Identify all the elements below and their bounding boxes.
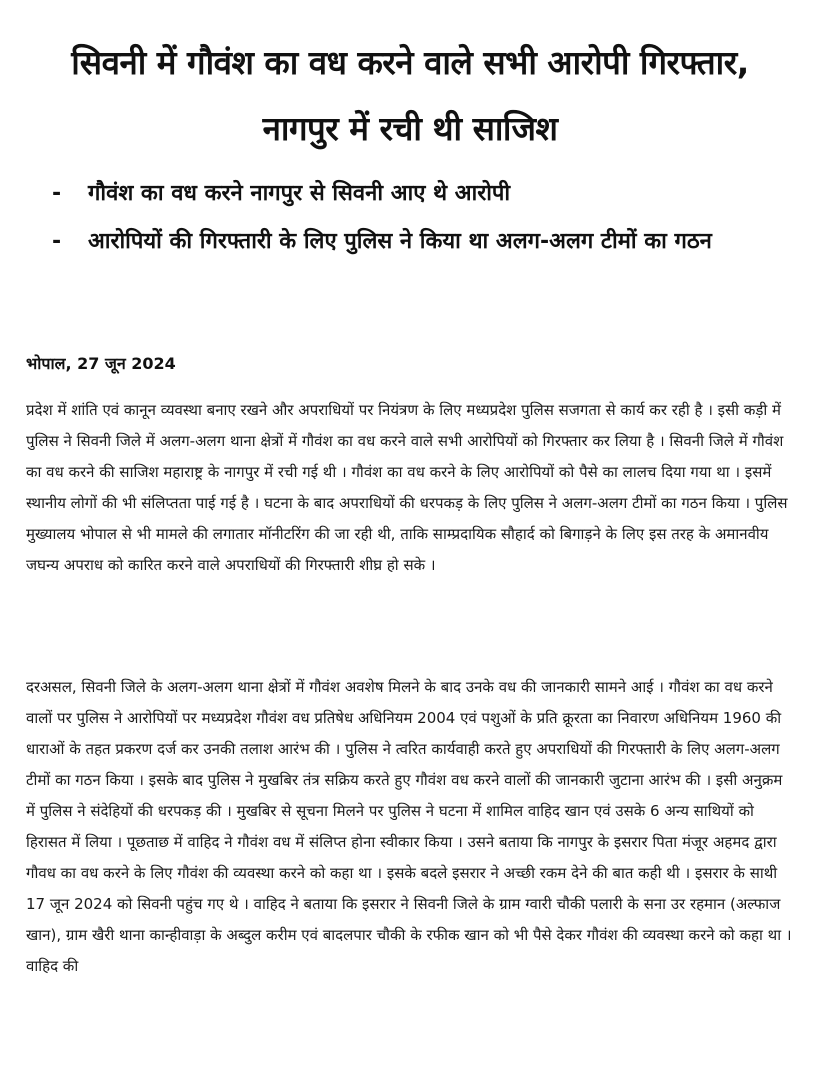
highlights-list	[52, 170, 792, 266]
bullet-marker: -	[52, 229, 62, 254]
highlight-item	[52, 218, 792, 266]
highlight-text: आरोपियों की गिरफ्तारी के लिए पुलिस ने किया था अलग-अलग टीमों का गठन	[88, 229, 712, 254]
bullet-marker: -	[52, 181, 62, 206]
body-paragraph: दरअसल, सिवनी जिले के अलग-अलग थाना क्षेत्रों में गौवंश अवशेष मिलने के बाद उनके वध की जानकारी सामने आई । गौवंश का वध करने वालों पर पुलिस ने आरोपियों पर मध्यप्रदेश गौवंश वध प्रतिषेध अधिनियम 2004 एवं पशुओं के प्रति क्रूरता का निवारण अधिनियम 1960 की धाराओं के तहत प्रकरण दर्ज कर उनकी तलाश आरंभ की । पुलिस ने त्वरित कार्यवाही करते हुए अपराधियों की गिरफ्तारी के लिए अलग-अलग टीमों का गठन किया । इसके बाद पुलिस ने मुखबिर तंत्र सक्रिय करते हुए गौवंश वध करने वालों की जानकारी जुटाना आरंभ की । इसी अनुक्रम में पुलिस ने संदेहियों की धरपकड़ की । मुखबिर से सूचना मिलने पर पुलिस ने घटना में शामिल वाहिद खान एवं उसके 6 अन्य साथियों को हिरासत में लिया । पूछताछ में वाहिद ने गौवंश वध में संलिप्त होना स्वीकार किया । उसने बताया कि नागपुर के इसरार पिता मंजूर अहमद द्वारा गौवध का वध करने के लिए गौवंश की व्यवस्था करने को कहा था । इसके बदले इसरार ने अच्छी रकम देने की बात कही थी । इसरार के साथी 17 जून 2024 को सिवनी पहुंच गए थे । वाहिद ने बताया कि इसरार ने सिवनी जिले के ग्राम ग्वारी चौकी पलारी के सना उर रहमान (अल्फाज खान), ग्राम खैरी थाना कान्हीवाड़ा के अब्दुल करीम एवं बादलपार चौकी के रफीक खान को भी पैसे देकर गौवंश की व्यवस्था करने को कहा था । वाहिद की	[26, 678, 792, 975]
highlight-text: गौवंश का वध करने नागपुर से सिवनी आए थे आरोपी	[88, 181, 511, 206]
body-paragraph: प्रदेश में शांति एवं कानून व्यवस्था बनाए रखने और अपराधियों पर नियंत्रण के लिए मध्यप्रदेश पुलिस सजगता से कार्य कर रही है । इसी कड़ी में पुलिस ने सिवनी जिले में अलग-अलग थाना क्षेत्रों में गौवंश का वध करने वाले सभी आरोपियों को गिरफ्तार कर लिया है । सिवनी जिले में गौवंश का वध करने की साजिश महाराष्ट्र के नागपुर में रची गई थी । गौवंश का वध करने के लिए आरोपियों को पैसे का लालच दिया गया था । इसमें स्थानीय लोगों की भी संलिप्तता पाई गई है । घटना के बाद अपराधियों की धरपकड़ के लिए पुलिस ने अलग-अलग टीमों का गठन किया । पुलिस मुख्यालय भोपाल से भी मामले की लगातार मॉनीटरिंग की जा रही थी, ताकि साम्प्रदायिक सौहार्द को बिगाड़ने के लिए इस तरह के अमानवीय जघन्य अपराध को कारित करने वाले अपराधियों की गिरफ्तारी शीघ्र हो सके ।	[26, 401, 788, 574]
dateline: भोपाल, 27 जून 2024	[26, 354, 176, 373]
headline: सिवनी में गौवंश का वध करने वाले सभी आरोपी गिरफ्तार, नागपुर में रची थी साजिश	[71, 43, 749, 148]
highlight-item	[52, 170, 792, 218]
